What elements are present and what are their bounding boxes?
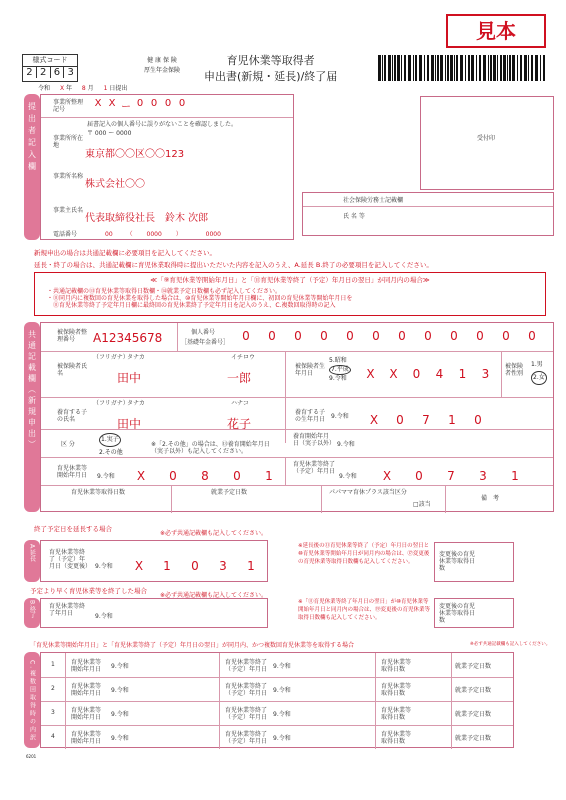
- era-option-showa: 5.昭和: [329, 357, 347, 364]
- barcode-bar: [382, 55, 383, 81]
- barcode-bar: [415, 55, 417, 81]
- date-era: 令和: [38, 85, 51, 92]
- date-day-unit: 日提出: [109, 85, 128, 92]
- multi-row-no: 1: [51, 661, 55, 668]
- extend-field-label: 育児休業等終了（予定）年月日（変更後）: [49, 549, 92, 570]
- child-name-label: 養育する子の氏名: [57, 409, 88, 423]
- end-digit: X: [382, 469, 392, 483]
- barcode-bar: [497, 55, 498, 81]
- date-year: X: [59, 85, 65, 92]
- multi-heading: 「育児休業等開始年月日」と「育児休業等終了（予定）年月日の翌日」が同月内、かつ複数回育児休業等を取得する場合: [30, 642, 355, 649]
- finish-side-label: B.終了: [24, 598, 40, 628]
- insured-no-label: 被保険者整理番号: [57, 329, 88, 343]
- papa-mama-label: パパママ育休プラス該当区分: [329, 489, 407, 496]
- extend-era: 9.令和: [95, 563, 113, 570]
- extend-date: [125, 559, 265, 573]
- barcode-bar: [419, 55, 422, 81]
- multi-end-era: 9.令和: [273, 711, 291, 718]
- barcode-bar: [384, 55, 386, 81]
- sample-stamp: [446, 14, 546, 48]
- sharoushi-area: [302, 192, 554, 236]
- barcode: [378, 55, 548, 81]
- start-digit: 1: [265, 469, 273, 483]
- barcode-bar: [524, 55, 527, 81]
- child-birth-digit: X: [369, 413, 379, 427]
- insured-no-value: A12345678: [93, 331, 163, 345]
- barcode-bar: [471, 55, 474, 81]
- insured-birth-era: [329, 357, 351, 383]
- multi-days-label: 育児休業等取得日数: [381, 707, 412, 721]
- form-code-digit: 2: [37, 67, 51, 78]
- insured-birth-digit: X: [366, 367, 375, 381]
- end-date-label: 育児休業等終了（予定）年月日: [293, 461, 336, 475]
- multi-row-no: 2: [51, 685, 55, 692]
- days-label: 育児休業等取得日数: [71, 489, 126, 496]
- multi-note: ※必ず共通記載欄も記入してください。: [470, 642, 551, 647]
- phone-paren-open: （: [126, 231, 133, 238]
- insured-birth-digit: 3: [481, 367, 490, 381]
- my-number-digit: 0: [320, 329, 328, 343]
- child-first-name: 花子: [227, 417, 252, 431]
- barcode-bar: [479, 55, 481, 81]
- my-number-digit: 0: [242, 329, 250, 343]
- barcode-bar: [450, 55, 453, 81]
- barcode-bar: [427, 55, 429, 81]
- form-title-line2: 申出書(新規・延長)/終了届: [204, 70, 338, 83]
- extend-digit: X: [134, 559, 144, 573]
- multi-days-label: 育児休業等取得日数: [381, 683, 412, 697]
- form-code-digit: 6: [51, 67, 65, 78]
- office-code-char: X: [94, 98, 102, 109]
- owner-value: 代表取締役社長 鈴木 次郎: [85, 213, 209, 224]
- barcode-bar: [543, 55, 545, 81]
- barcode-bar: [454, 55, 455, 81]
- multi-end-label: 育児休業等終了（予定）年月日: [225, 707, 268, 721]
- company-name-label: 事業所名称: [53, 173, 84, 180]
- gender-label: 被保険者性別: [505, 363, 524, 377]
- date-month: 8: [81, 85, 86, 92]
- end-digit: 3: [479, 469, 487, 483]
- office-code-char: 0: [164, 98, 172, 109]
- office-code-char: ー: [121, 102, 131, 113]
- barcode-bar: [483, 55, 486, 81]
- child-birth-digit: 0: [474, 413, 482, 427]
- form-code-label: 様式コード: [23, 55, 77, 67]
- barcode-bar: [437, 55, 439, 81]
- end-digit: 0: [415, 469, 423, 483]
- insured-birth-digit: 1: [458, 367, 467, 381]
- insured-birth-digit: X: [389, 367, 398, 381]
- extend-heading: 終了予定日を延長する場合: [34, 525, 112, 533]
- start-date: [125, 469, 285, 483]
- barcode-bar: [528, 55, 529, 81]
- finish-block: [40, 598, 268, 628]
- extend-digit: 1: [163, 559, 171, 573]
- barcode-bar: [535, 55, 538, 81]
- finish-change-days: [434, 598, 514, 628]
- submission-date: [38, 85, 127, 92]
- notice-line: ・共通記載欄の⑬育児休業等取得日数欄・⑭就業予定日数欄も必ず記入してください。: [47, 288, 282, 295]
- gender-female: [531, 371, 547, 385]
- work-days-label: 就業予定日数: [211, 489, 248, 496]
- insured-birth-label: 被保険者生年月日: [295, 363, 326, 377]
- multi-row-no: 4: [51, 733, 55, 740]
- extend-side-label: A.延長: [24, 540, 40, 582]
- insurance-type: [144, 57, 180, 74]
- child-birth-era: 9.令和: [331, 413, 349, 420]
- child-birth-date: [361, 413, 491, 427]
- barcode-bar: [507, 55, 508, 81]
- multi-start-label: 育児休業等開始年月日: [71, 731, 102, 745]
- instruction-note-1: 新規申出の場合は共通記載欄に必要項目を記入してください。: [34, 249, 216, 257]
- insured-name-label: 被保険者氏名: [57, 363, 88, 377]
- owner-label: 事業主氏名: [53, 207, 84, 214]
- multi-side-label: C.複数回取得時の内訳: [24, 652, 40, 748]
- sharoushi-label: 社会保険労務士記載欄: [343, 197, 404, 204]
- multi-row: [41, 677, 513, 702]
- instruction-note-2: 延長・終了の場合は、共通記載欄に育児休業取得時に提出いただいた内容を記入のうえ、A.延長 B.終了の必要項目を記入してください。: [34, 261, 433, 269]
- start-digit: X: [136, 469, 146, 483]
- extend-digit: 0: [191, 559, 199, 573]
- company-name-value: 株式会社〇〇: [85, 179, 145, 190]
- multi-end-label: 育児休業等終了（予定）年月日: [225, 659, 268, 673]
- end-digit: 1: [511, 469, 519, 483]
- barcode-bar: [540, 55, 541, 81]
- form-title: [204, 52, 337, 84]
- multi-start-era: 9.令和: [111, 687, 129, 694]
- adopt-date-era: 9.令和: [337, 441, 355, 448]
- office-code-char: 0: [136, 98, 144, 109]
- remarks-label: 備 考: [481, 495, 500, 502]
- barcode-bar: [424, 55, 425, 81]
- barcode-bar: [456, 55, 458, 81]
- multi-work-label: 就業予定日数: [455, 735, 492, 742]
- sharoushi-name-label: 氏 名 等: [343, 213, 365, 220]
- insured-kana-last: タナカ: [127, 354, 145, 361]
- barcode-bar: [531, 55, 533, 81]
- multi-end-era: 9.令和: [273, 663, 291, 670]
- insurance-health: 健 康 保 険: [147, 57, 177, 64]
- multi-work-label: 就業予定日数: [455, 687, 492, 694]
- barcode-bar: [447, 55, 449, 81]
- barcode-bar: [378, 55, 381, 81]
- submitter-side-label: 提出者記入欄: [24, 94, 40, 240]
- extend-block: [40, 540, 268, 582]
- barcode-bar: [465, 55, 466, 81]
- barcode-bar: [388, 55, 391, 81]
- multi-end-label: 育児休業等終了（予定）年月日: [225, 683, 268, 697]
- barcode-bar: [404, 55, 406, 81]
- extend-red-note: ※延長後の⑪育児休業等終了（予定）年月日の翌日と⑩育児休業等開始年月日が同月内の場合は、⑰変更後の育児休業等取得日数欄も記入してください。: [298, 543, 430, 565]
- barcode-bar: [512, 55, 515, 81]
- my-number-digit: 0: [502, 329, 510, 343]
- phone-area: 00: [105, 231, 113, 238]
- common-block: [40, 322, 554, 512]
- insured-kana-first: イチロウ: [231, 354, 256, 361]
- finish-heading: 予定より早く育児休業等を終了した場合: [30, 587, 147, 595]
- my-number-sublabel: ［基礎年金番号］: [181, 339, 230, 346]
- kubun-label: 区 分: [61, 441, 75, 448]
- barcode-bar: [517, 55, 518, 81]
- barcode-bar: [468, 55, 470, 81]
- barcode-bar: [397, 55, 400, 81]
- extend-digit: 1: [247, 559, 255, 573]
- barcode-bar: [440, 55, 443, 81]
- form-code: [22, 54, 78, 82]
- form-title-line1: 育児休業等取得者: [226, 54, 315, 67]
- multi-start-label: 育児休業等開始年月日: [71, 707, 102, 721]
- notice-line: ⑪育児休業等終了予定年月日欄に最終回の育児休業終了予定年月日を記入のうえ、C.複数回取得時の記入: [47, 302, 336, 309]
- gender-male: 1.男: [531, 361, 543, 368]
- office-code: [91, 98, 189, 113]
- papa-mama-option: □該当: [413, 501, 431, 508]
- barcode-bar: [500, 55, 502, 81]
- notice-line: ・⑪同月内に複数回の育児休業を取得した場合は、⑩育児休業等開始年月日欄に、初回の育児休業等開始年月日を: [47, 295, 353, 302]
- footer-code: 6201: [26, 754, 37, 759]
- my-number-digit: 0: [424, 329, 432, 343]
- multi-days-label: 育児休業等取得日数: [381, 659, 412, 673]
- phone-prefix: 0000: [146, 231, 162, 238]
- date-year-unit: 年: [65, 85, 72, 92]
- barcode-bar: [394, 55, 396, 81]
- barcode-bar: [493, 55, 496, 81]
- child-last-name: 田中: [117, 417, 142, 431]
- receipt-label: 受付印: [477, 135, 496, 142]
- barcode-bar: [408, 55, 411, 81]
- child-birth-digit: 1: [448, 413, 456, 427]
- barcode-bar: [503, 55, 506, 81]
- date-month-unit: 月: [87, 85, 94, 92]
- finish-field-label: 育児休業等終了年月日: [49, 603, 86, 617]
- notice-title: ≪「⑨育児休業等開始年月日」と「⑪育児休業等終了（予定）年月日の翌日」が同月内の場合≫: [150, 276, 430, 284]
- insured-birth-digit: 4: [435, 367, 444, 381]
- office-code-char: 0: [150, 98, 158, 109]
- sample-stamp-text: 見本: [476, 19, 516, 43]
- my-number-digit: 0: [268, 329, 276, 343]
- finish-note: ※必ず共通記載欄も記入してください。: [160, 592, 268, 599]
- gender-female-text: 2.女: [531, 371, 547, 385]
- extend-note: ※必ず共通記載欄も記入してください。: [160, 530, 268, 537]
- multi-block: [40, 652, 514, 748]
- postal-code: 〒 000 ー 0000: [87, 130, 132, 137]
- start-date-label: 育児休業等開始年月日: [57, 465, 88, 479]
- phone-label: 電話番号: [53, 231, 78, 238]
- adopt-date-label: 養育開始年月日（実子以外）: [293, 433, 336, 447]
- phone-line: 0000: [205, 231, 221, 238]
- gender-options: [531, 359, 547, 385]
- barcode-bar: [488, 55, 489, 81]
- era-option-reiwa: 9.令和: [329, 375, 347, 382]
- start-date-era: 9.令和: [97, 473, 115, 480]
- my-number-digit: 0: [450, 329, 458, 343]
- barcode-bar: [445, 55, 446, 81]
- era-option-heisei: [329, 365, 351, 375]
- child-kana-last: タナカ: [127, 400, 145, 407]
- privacy-note: 届書記入の個人番号に誤りがないことを確認しました。: [87, 121, 238, 128]
- my-number-digits: [233, 329, 545, 343]
- multi-start-label: 育児休業等開始年月日: [71, 659, 102, 673]
- my-number-digit: 0: [294, 329, 302, 343]
- multi-row: [41, 653, 513, 678]
- barcode-bar: [490, 55, 492, 81]
- insured-birth-digit: 0: [412, 367, 421, 381]
- kubun-options: [99, 433, 123, 459]
- address-label: 事業所所在地: [53, 135, 84, 149]
- form-code-digit: 3: [67, 67, 74, 78]
- barcode-bar: [435, 55, 436, 81]
- multi-end-label: 育児休業等終了（予定）年月日: [225, 731, 268, 745]
- end-date-era: 9.令和: [339, 473, 357, 480]
- insured-last-name: 田中: [117, 371, 142, 385]
- office-code-char: X: [108, 98, 116, 109]
- multi-row: [41, 725, 513, 749]
- end-digit: 7: [447, 469, 455, 483]
- start-digit: 0: [233, 469, 241, 483]
- barcode-bar: [431, 55, 434, 81]
- multi-days-label: 育児休業等取得日数: [381, 731, 412, 745]
- multi-work-label: 就業予定日数: [455, 711, 492, 718]
- phone-paren-close: ）: [175, 231, 182, 238]
- child-kana-first: ハナコ: [231, 400, 249, 407]
- multi-start-label: 育児休業等開始年月日: [71, 683, 102, 697]
- multi-row: [41, 701, 513, 726]
- form-code-digit: 2: [23, 67, 37, 78]
- my-number-digit: 0: [398, 329, 406, 343]
- finish-era: 9.令和: [95, 613, 113, 620]
- barcode-bar: [392, 55, 393, 81]
- kubun-jisshi-text: 1.実子: [99, 433, 121, 447]
- insurance-pension: 厚生年金保険: [144, 67, 181, 74]
- barcode-bar: [520, 55, 522, 81]
- end-date: [371, 469, 531, 483]
- my-number-digit: 0: [476, 329, 484, 343]
- address-value: 東京都〇〇区〇〇123: [85, 149, 185, 160]
- finish-change-label: 変更後の育児休業等取得日数: [439, 603, 476, 624]
- insured-first-name: 一郎: [227, 371, 252, 385]
- barcode-bar: [413, 55, 414, 81]
- my-number-digit: 0: [528, 329, 536, 343]
- my-number-label: 個人番号: [191, 329, 216, 336]
- multi-end-era: 9.令和: [273, 687, 291, 694]
- barcode-bar: [460, 55, 463, 81]
- child-birth-digit: 7: [422, 413, 430, 427]
- multi-start-era: 9.令和: [111, 663, 129, 670]
- child-birth-label: 養育する子の生年月日: [295, 409, 326, 423]
- extend-change-label: 変更後の育児休業等取得日数: [439, 551, 476, 572]
- office-code-label: 事業所整理記号: [53, 99, 84, 113]
- phone-value: [105, 231, 221, 238]
- multi-work-label: 就業予定日数: [455, 663, 492, 670]
- kubun-note: ※「2.その他」の場合は、⑬養育開始年月日（実子以外）も記入してください。: [151, 441, 270, 455]
- barcode-bar: [401, 55, 402, 81]
- multi-end-era: 9.令和: [273, 735, 291, 742]
- child-birth-digit: 0: [396, 413, 404, 427]
- start-digit: 0: [169, 469, 177, 483]
- submitter-block: [40, 94, 294, 240]
- insured-birth-date: [359, 367, 497, 381]
- notice-box: [34, 272, 546, 316]
- date-day: 1: [103, 85, 108, 92]
- office-code-char: 0: [178, 98, 186, 109]
- kubun-other: 2.その他: [99, 449, 123, 456]
- finish-red-note: ※「⑪育児休業等終了年月日の翌日」が⑩育児休業等開始年月日と同月内の場合は、⑲変更後の育児休業等取得日数欄も記入してください。: [298, 599, 431, 621]
- common-side-label: 共通記載欄（新規申出）: [24, 322, 40, 512]
- receipt-stamp-area: [420, 96, 554, 190]
- child-kana-label: （フリガナ）: [93, 400, 129, 407]
- start-digit: 8: [201, 469, 209, 483]
- kana-label: （フリガナ）: [93, 354, 129, 361]
- era-option-heisei-text: 7.平成: [331, 366, 349, 373]
- kubun-jisshi: [99, 433, 123, 447]
- my-number-digit: 0: [346, 329, 354, 343]
- barcode-bar: [476, 55, 477, 81]
- extend-change-days: [434, 542, 514, 582]
- barcode-bar: [509, 55, 511, 81]
- my-number-digit: 0: [372, 329, 380, 343]
- multi-start-era: 9.令和: [111, 711, 129, 718]
- multi-row-no: 3: [51, 709, 55, 716]
- multi-start-era: 9.令和: [111, 735, 129, 742]
- extend-digit: 3: [219, 559, 227, 573]
